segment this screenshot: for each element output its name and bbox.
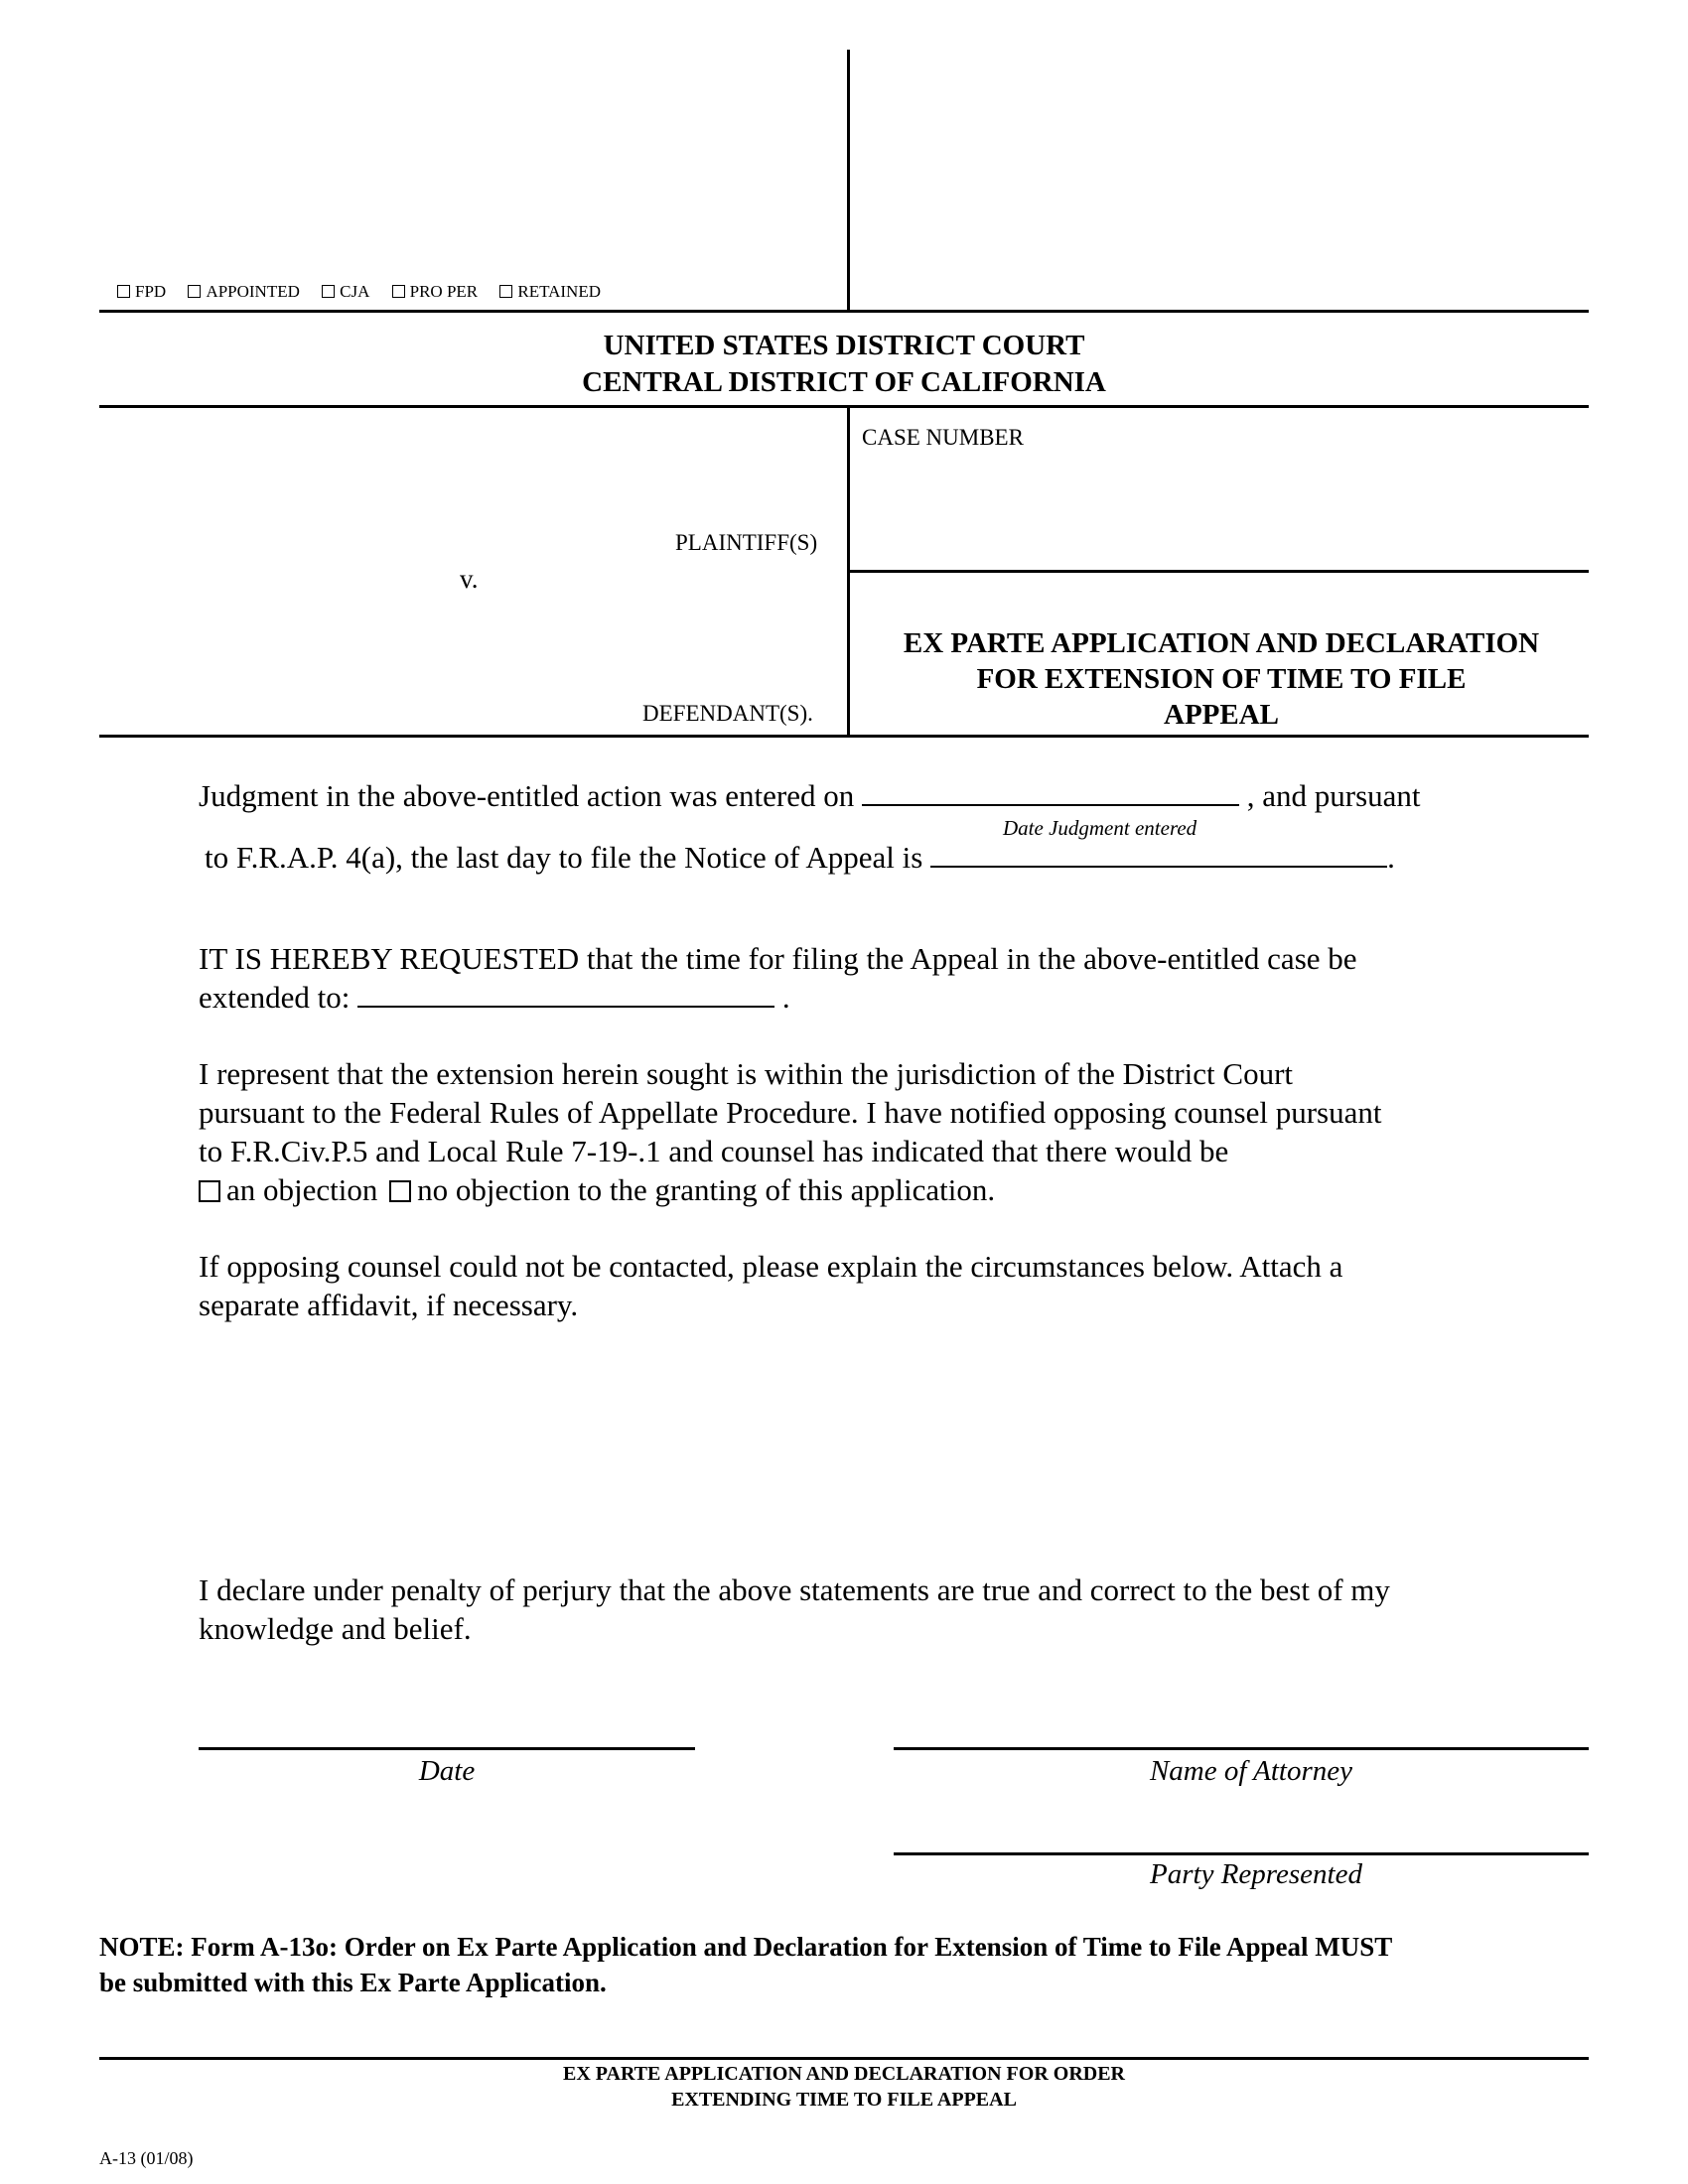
- date-signature-line[interactable]: [199, 1747, 695, 1750]
- versus-label: v.: [460, 564, 479, 594]
- counsel-type-checkboxes: [117, 282, 619, 302]
- circumstances-field[interactable]: [199, 1330, 1529, 1559]
- request-paragraph: IT IS HEREBY REQUESTED that the time for filing the Appeal in the above-entitled case be extended to: .: [199, 941, 1357, 1015]
- caption-top-rule: [99, 405, 1589, 408]
- frap-line: to F.R.A.P. 4(a), the last day to file the Notice of Appeal is .: [205, 840, 1395, 875]
- checkbox-box[interactable]: [188, 285, 201, 298]
- checkbox-box[interactable]: [499, 285, 512, 298]
- court-name: [99, 328, 1589, 401]
- party-label: Party Represented: [1150, 1858, 1362, 1890]
- title-line-3: APPEAL: [1164, 699, 1279, 731]
- case-number-label: CASE NUMBER: [862, 425, 1024, 450]
- defendant-field[interactable]: [99, 596, 844, 705]
- extended-to-field[interactable]: [357, 978, 774, 1008]
- counsel-contact-paragraph: If opposing counsel could not be contacted, please explain the circumstances below. Attach a separate affidavit, if necessary.: [199, 1249, 1343, 1322]
- form-id: A-13 (01/08): [99, 2148, 194, 2168]
- attorney-label: Name of Attorney: [1149, 1755, 1353, 1787]
- checkbox-fpd[interactable]: FPD: [117, 282, 166, 302]
- checkbox-box[interactable]: [392, 285, 405, 298]
- case-number-field[interactable]: [850, 457, 1589, 570]
- footer-rule: [99, 2057, 1589, 2060]
- court-line-1: UNITED STATES DISTRICT COURT: [603, 330, 1085, 361]
- declaration-paragraph: I declare under penalty of perjury that the above statements are true and correct to the best of my knowledge and belief.: [199, 1572, 1390, 1646]
- header-rule: [99, 310, 1589, 313]
- checkbox-cja[interactable]: CJA: [322, 282, 369, 302]
- plaintiff-label: PLAINTIFF(S): [675, 530, 818, 555]
- title-line-2: FOR EXTENSION OF TIME TO FILE: [976, 663, 1467, 695]
- title-line-1: EX PARTE APPLICATION AND DECLARATION: [903, 627, 1540, 659]
- judgment-paragraph: Judgment in the above-entitled action was entered on , and pursuant: [199, 778, 1421, 813]
- caption-bottom-rule: [99, 735, 1589, 738]
- checkbox-appointed[interactable]: APPOINTED: [188, 282, 299, 302]
- date-label: Date: [418, 1755, 476, 1787]
- date-judgment-entered-field[interactable]: [862, 776, 1239, 806]
- party-signature-line[interactable]: [894, 1852, 1589, 1855]
- checkbox-box[interactable]: [117, 285, 130, 298]
- representation-paragraph: I represent that the extension herein sought is within the jurisdiction of the District Court pursuant to the Federal Rules of Appellate Procedure. I have notified opposing counsel pursuant to F.R.Civ.P.5 and Local Rule 7-19-.1 and counsel has indicated that there would be an objection no objection to the granting of this application.: [199, 1056, 1382, 1207]
- document-title: [854, 625, 1589, 733]
- plaintiff-field[interactable]: [99, 412, 844, 521]
- date-judgment-sublabel: Date Judgment entered: [1003, 816, 1197, 840]
- checkbox-pro-per[interactable]: PRO PER: [392, 282, 479, 302]
- top-divider: [847, 50, 850, 310]
- footer-title: EX PARTE APPLICATION AND DECLARATION FOR ORDER EXTENDING TIME TO FILE APPEAL: [562, 2063, 1125, 2111]
- court-line-2: CENTRAL DISTRICT OF CALIFORNIA: [582, 366, 1106, 398]
- attorney-signature-line[interactable]: [894, 1747, 1589, 1750]
- case-number-rule: [847, 570, 1589, 573]
- no-objection-checkbox[interactable]: [389, 1180, 411, 1202]
- checkbox-box[interactable]: [322, 285, 335, 298]
- defendant-label: DEFENDANT(S).: [642, 701, 813, 726]
- last-day-appeal-field[interactable]: [930, 838, 1387, 868]
- checkbox-retained[interactable]: RETAINED: [499, 282, 601, 302]
- note-text: NOTE: Form A-13o: Order on Ex Parte Application and Declaration for Extension of Time to File Appeal MUST be submitted with this Ex Parte Application.: [99, 1932, 1393, 1997]
- objection-checkbox[interactable]: [199, 1180, 220, 1202]
